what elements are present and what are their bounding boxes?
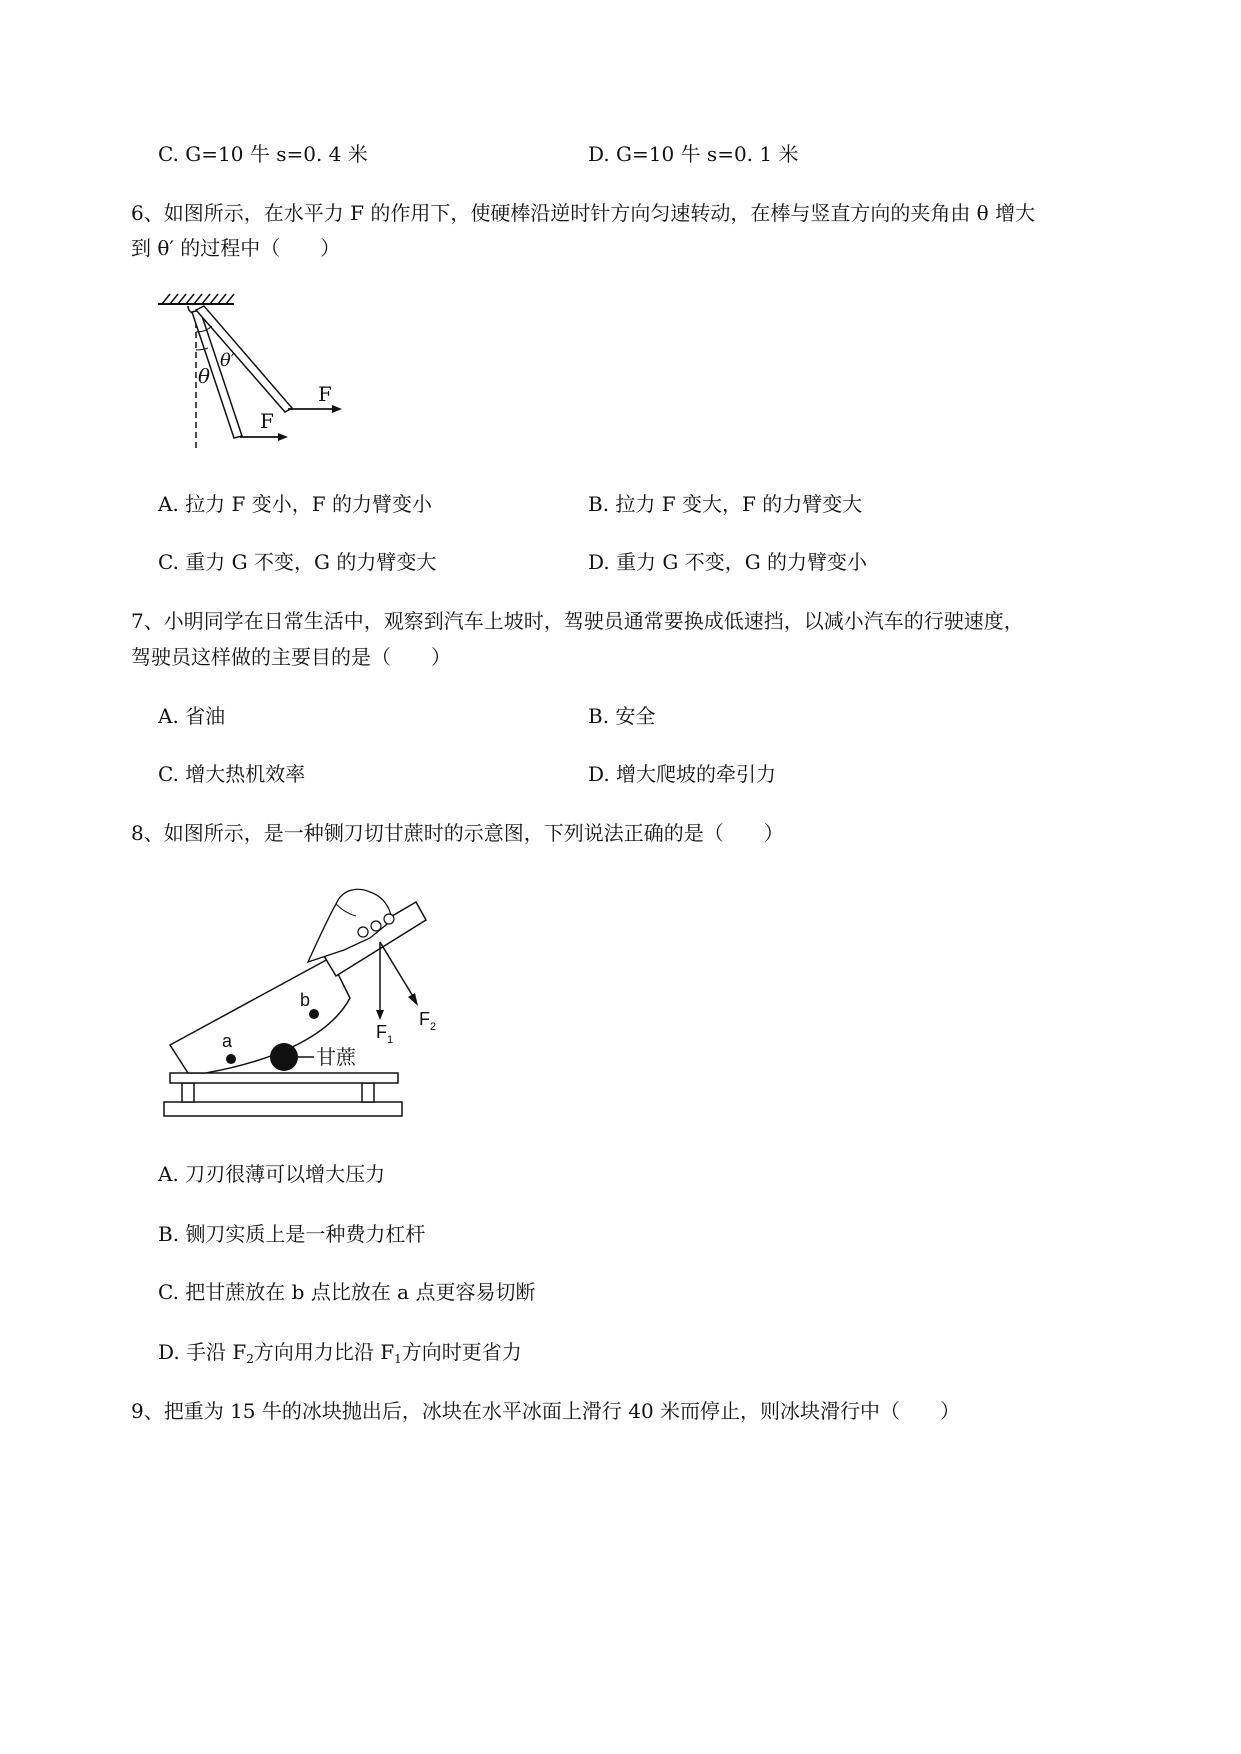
q8-option-d[interactable] bbox=[158, 1338, 522, 1373]
q6-stem-line2: 到 θ′ 的过程中（ ） bbox=[131, 236, 341, 260]
q6-lever-figure bbox=[150, 288, 360, 458]
force-f2-label: F bbox=[419, 1009, 430, 1029]
q8-option-d-sub1: 2 bbox=[246, 1352, 254, 1366]
theta-label: θ bbox=[198, 364, 211, 388]
q6-option-b[interactable]: B. 拉力 F 变大，F 的力臂变大 bbox=[588, 492, 863, 516]
q7-option-b[interactable]: B. 安全 bbox=[588, 704, 656, 728]
q9-stem: 9、把重为 15 牛的冰块抛出后，冰块在水平冰面上滑行 40 米而停止，则冰块滑行中（ ） bbox=[131, 1399, 961, 1423]
q5-option-d[interactable]: D. G=10 牛 s=0. 1 米 bbox=[588, 142, 799, 166]
q6-option-d[interactable]: D. 重力 G 不变，G 的力臂变小 bbox=[588, 550, 868, 574]
q7-option-a[interactable]: A. 省油 bbox=[158, 704, 226, 728]
q8-option-b[interactable]: B. 铡刀实质上是一种费力杠杆 bbox=[158, 1222, 426, 1246]
q7-option-c[interactable]: C. 增大热机效率 bbox=[158, 762, 306, 786]
q6-option-c[interactable]: C. 重力 G 不变，G 的力臂变大 bbox=[158, 550, 437, 574]
q6-option-a[interactable]: A. 拉力 F 变小，F 的力臂变小 bbox=[158, 492, 432, 516]
force-f1-label: F bbox=[376, 1022, 387, 1042]
q8-guillotine-figure bbox=[158, 880, 458, 1120]
q8-option-d-pre: D. 手沿 F bbox=[158, 1340, 247, 1364]
point-b-label: b bbox=[300, 990, 311, 1010]
q8-option-a[interactable]: A. 刀刃很薄可以增大压力 bbox=[158, 1162, 386, 1186]
sugarcane-label: 甘蔗 bbox=[316, 1045, 356, 1069]
force-f2-subscript: 2 bbox=[430, 1021, 437, 1033]
q5-option-c[interactable]: C. G=10 牛 s=0. 4 米 bbox=[158, 142, 368, 166]
q8-option-d-mid: 方向用力比沿 F bbox=[253, 1340, 395, 1364]
q6-stem-line1: 6、如图所示，在水平力 F 的作用下，使硬棒沿逆时针方向匀速转动，在棒与竖直方向的夹角由 θ 增大 bbox=[131, 201, 1036, 225]
q7-stem-line2: 驾驶员这样做的主要目的是（ ） bbox=[131, 645, 451, 669]
q8-option-c[interactable]: C. 把甘蔗放在 b 点比放在 a 点更容易切断 bbox=[158, 1280, 536, 1304]
force-label-2: F bbox=[260, 409, 274, 433]
point-a-label: a bbox=[222, 1031, 233, 1051]
q7-stem-line1: 7、小明同学在日常生活中，观察到汽车上坡时，驾驶员通常要换成低速挡，以减小汽车的行驶速度， bbox=[131, 609, 1024, 633]
q8-option-d-post: 方向时更省力 bbox=[401, 1340, 522, 1364]
theta-prime-label: θ′ bbox=[220, 350, 235, 371]
q8-stem: 8、如图所示，是一种铡刀切甘蔗时的示意图，下列说法正确的是（ ） bbox=[131, 821, 784, 845]
force-label-1: F bbox=[318, 382, 332, 406]
q7-option-d[interactable]: D. 增大爬坡的牵引力 bbox=[588, 762, 777, 786]
force-f1-subscript: 1 bbox=[387, 1034, 394, 1046]
q8-option-d-sub2: 1 bbox=[394, 1352, 402, 1366]
